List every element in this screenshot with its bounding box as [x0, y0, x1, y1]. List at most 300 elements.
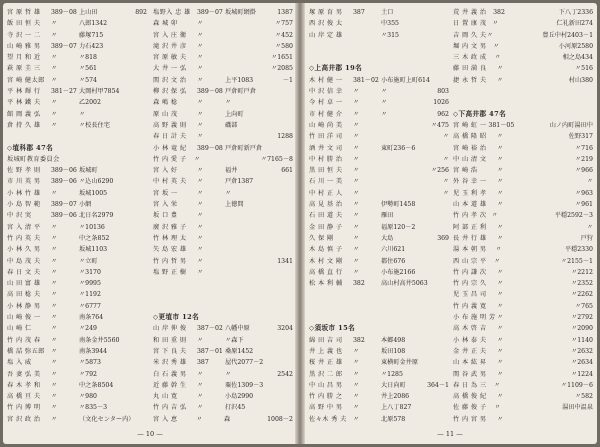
entry-postal-code: 〃: [51, 370, 58, 378]
entry-address-number: [425, 63, 451, 74]
entry-address: [381, 154, 425, 165]
directory-entry: [153, 346, 295, 357]
entry-address: [525, 357, 569, 368]
entry-address: 〃森下: [225, 336, 244, 344]
directory-entry: [7, 131, 149, 142]
directory-entry: [153, 199, 295, 210]
entry-address-number: [123, 41, 149, 52]
entry-postal-code: 〃: [493, 381, 501, 389]
entry-address: [525, 188, 569, 199]
entry-address-number: [425, 414, 451, 425]
directory-entry: [153, 267, 295, 278]
entry-address-number: 戸狩: [580, 234, 593, 242]
entry-postal-code: 〃: [353, 234, 360, 242]
entry-postal-code: 〃: [197, 223, 204, 231]
entry-address: 〃: [225, 370, 232, 378]
entry-postal-code: 〃: [197, 234, 204, 242]
entry-name: 塩 入 威: [7, 359, 32, 367]
entry-postal-code: 〃: [51, 223, 58, 231]
directory-entry: [7, 176, 149, 187]
entry-address-number: 661: [281, 167, 293, 175]
directory-entry: [7, 402, 149, 413]
entry-name: 近 藤 幹 生: [153, 381, 187, 389]
entry-postal-code: [197, 278, 225, 289]
entry-address-number: [123, 414, 149, 425]
entry-name: 中 村 勝 治: [309, 155, 343, 163]
entry-name: 高 橋 隆 昭: [453, 133, 487, 141]
entry-address-number: [425, 391, 451, 402]
entry-address: 八郎1342: [79, 20, 108, 28]
entry-address: 上八丁827: [381, 404, 412, 412]
entry-address: 屋代2077－2: [225, 359, 264, 367]
entry-address-number: 豊丘中村2403－1: [542, 31, 594, 39]
entry-postal-code: 〃: [497, 291, 504, 299]
entry-postal-code: 〃: [197, 393, 204, 401]
directory-entry: [309, 199, 451, 210]
entry-name: 宮 入 恵: [153, 415, 178, 423]
entry-address: [381, 41, 425, 52]
entry-name: ◇上高井郡 19名: [309, 64, 363, 73]
entry-name: 山 崎 尚 美: [309, 121, 343, 129]
entry-address-number: [123, 267, 149, 278]
entry-address-number: 〃1140: [571, 336, 593, 344]
entry-address-number: 小河原2580: [558, 42, 594, 50]
section-heading: [453, 109, 595, 120]
entry-name: 原 山 茂: [153, 110, 178, 118]
entry-name: 黒 沢 二 郎: [309, 370, 343, 378]
entry-name: 高 見 基 治: [309, 201, 343, 209]
entry-postal-code: 〃: [197, 65, 204, 73]
entry-address: 〃: [225, 189, 232, 197]
entry-postal-code: [353, 52, 381, 63]
entry-address: [525, 109, 569, 120]
right-page: [303, 3, 597, 444]
entry-name: 阿 部 正 利: [453, 223, 487, 231]
directory-entry: [453, 391, 595, 402]
entry-postal-code: 〃: [353, 178, 360, 186]
entry-address-number: [123, 30, 149, 41]
entry-address-number: 〃475: [431, 121, 449, 129]
entry-name: 飯 田 恒 夫: [7, 20, 41, 28]
entry-postal-code: 389－06: [51, 167, 77, 175]
entry-address-number: [425, 75, 451, 86]
entry-name: 石 田 道 夫: [309, 212, 343, 220]
directory-entry: [7, 120, 149, 131]
entry-address-number: [269, 176, 295, 187]
entry-name: 矢 島 宏 雄: [153, 246, 187, 254]
directory-entry: [453, 278, 595, 289]
entry-name: 塩野入 忠 雄: [153, 9, 191, 16]
entry-address-number: 2542: [277, 370, 293, 378]
entry-address: [381, 63, 425, 74]
entry-address-number: [269, 301, 295, 312]
directory-entry: [153, 278, 295, 289]
entry-name: ◇埴科郡 47名: [7, 143, 54, 152]
entry-address: 中之条852: [79, 234, 110, 242]
entry-address: [514, 120, 549, 131]
entry-address-number: [123, 391, 149, 402]
entry-postal-code: 〃: [197, 31, 204, 39]
entry-address-number: [123, 278, 149, 289]
entry-address-number: 1387: [277, 9, 293, 16]
directory-entry: [153, 369, 295, 380]
entry-address: （文化センター内）: [79, 415, 135, 423]
entry-address: 〃: [381, 99, 388, 107]
entry-postal-code: 〃: [197, 212, 204, 220]
entry-address: 粟佐1309－3: [225, 381, 264, 389]
entry-address: [508, 30, 542, 41]
directory-entry: [309, 380, 451, 391]
entry-name: 廣 沢 雅 子: [153, 223, 187, 231]
entry-address: [225, 210, 269, 221]
book-spread: [3, 3, 597, 444]
entry-name: 竹 内 孝 次: [453, 212, 487, 220]
entry-address: 〃9995: [79, 280, 101, 288]
entry-address-number: 3204: [277, 325, 293, 333]
entry-name: 木 島 慎 子: [309, 246, 343, 254]
directory-entry: [309, 335, 451, 346]
directory-entry: [309, 120, 451, 131]
entry-name: 高 橋 直 行: [309, 268, 343, 276]
directory-entry: [153, 244, 295, 255]
entry-address: 八幡中原: [225, 325, 250, 333]
entry-address-number: [123, 256, 149, 267]
entry-address: 〃立町: [79, 257, 98, 265]
directory-entry: [153, 120, 295, 131]
entry-name: 井 上 義 也: [309, 347, 343, 355]
entry-address: 〃6777: [79, 302, 101, 310]
entry-address-number: [123, 75, 149, 86]
directory-entry: [153, 222, 295, 233]
entry-postal-code: 〃: [353, 133, 360, 141]
directory-entry: [309, 357, 451, 368]
directory-entry: [7, 267, 149, 278]
entry-address: 北日名2979: [79, 212, 114, 220]
entry-name: [153, 289, 197, 300]
entry-address: [225, 312, 269, 323]
directory-entry: [453, 267, 595, 278]
entry-postal-code: 〃: [353, 246, 360, 254]
entry-name: [453, 86, 497, 97]
entry-postal-code: 389－06: [51, 212, 77, 220]
entry-address-number: [123, 176, 149, 187]
entry-address-number: 〃757: [275, 20, 293, 28]
entry-address-number: 1026: [433, 99, 449, 107]
entry-name: 酒 井 文 司: [309, 144, 343, 152]
entry-name: 宮 崎 虹 一: [453, 121, 487, 129]
directory-entry: [453, 244, 595, 255]
entry-name: 久 保 剛: [309, 234, 334, 242]
entry-name: 木 村 文 剛: [309, 257, 343, 265]
directory-entry: [309, 233, 451, 244]
entry-address-number: 〃2792: [571, 314, 593, 322]
entry-name: [309, 289, 353, 300]
entry-address-number: [269, 143, 295, 154]
entry-postal-code: 〃: [497, 347, 504, 355]
entry-address: 桑原1452: [225, 347, 254, 355]
directory-entry: [7, 312, 149, 323]
directory-entry: [453, 346, 595, 357]
section-heading: [309, 323, 451, 334]
entry-name: 森 嶋 稔: [153, 99, 178, 107]
entry-address-number: [123, 357, 149, 368]
entry-postal-code: 〃: [197, 42, 204, 50]
directory-entry: [453, 233, 595, 244]
entry-address: 土口: [381, 9, 394, 16]
entry-address: [525, 143, 569, 154]
entry-name: 小 島 智 範: [7, 201, 41, 209]
entry-address-number: [569, 109, 595, 120]
entry-address-number: 相之島434: [562, 54, 593, 62]
entry-postal-code: 〃: [197, 257, 204, 265]
entry-address: 戸倉町戸倉: [225, 88, 256, 96]
entry-address: 東横町金井原: [381, 359, 419, 367]
entry-address: 南条金井5560: [79, 336, 120, 344]
directory-entry: [153, 165, 295, 176]
entry-address: 坂城町網掛: [225, 9, 256, 16]
entry-name: 山 本 道 雄: [453, 201, 487, 209]
entry-address-number: [123, 109, 149, 120]
entry-postal-code: 〃: [353, 212, 360, 220]
directory-entry: [153, 154, 295, 165]
entry-address: 〃980: [79, 393, 97, 401]
entry-address: [525, 323, 569, 334]
entry-name: 中 村 英 夫: [153, 178, 187, 186]
entry-name: 宮 原 敏 夫: [153, 54, 187, 62]
directory-entry: [453, 357, 595, 368]
entry-postal-code: 〃: [197, 133, 204, 141]
directory-entry: [7, 165, 149, 176]
entry-postal-code: [353, 63, 381, 74]
directory-entry: [453, 380, 595, 391]
entry-address-number: [123, 52, 149, 63]
directory-entry: [7, 357, 149, 368]
entry-postal-code: 〃: [497, 65, 504, 73]
entry-address-number: 〃1224: [571, 370, 593, 378]
entry-address-number: [123, 289, 149, 300]
entry-postal-code: 〃: [51, 268, 58, 276]
entry-name: 捷 永 哲 夫: [453, 76, 487, 84]
directory-entry: [453, 30, 595, 41]
entry-postal-code: 〃: [197, 121, 204, 129]
entry-address-number: [425, 18, 451, 29]
entry-address: [525, 233, 569, 244]
entry-address-number: 湯田中温泉: [562, 404, 594, 412]
entry-address-number: [425, 335, 451, 346]
entry-name: 関 谷 武 男: [453, 370, 487, 378]
entry-address: [381, 165, 425, 176]
entry-postal-code: 〃: [496, 76, 504, 84]
entry-postal-code: 〃: [497, 336, 504, 344]
entry-name: 高 橋 亘 夫: [7, 393, 41, 401]
entry-address: [220, 154, 261, 165]
entry-name: 石 川 一 美: [309, 178, 343, 186]
entry-name: 市 川 英 男: [7, 178, 41, 186]
entry-postal-code: 〃: [353, 144, 360, 152]
entry-postal-code: 〃: [495, 246, 502, 254]
directory-entry: [309, 369, 451, 380]
entry-name: ◇下高井郡 47名: [453, 109, 507, 118]
entry-name: 佐 藤 俊 子: [453, 404, 487, 412]
entry-postal-code: 381－05: [488, 121, 515, 129]
entry-address: [381, 323, 425, 334]
entry-address-number: [123, 323, 149, 334]
entry-postal-code: 〃: [51, 280, 58, 288]
entry-name: [7, 131, 51, 142]
entry-name: 日 置 康 茂: [453, 20, 487, 28]
entry-address-number: [123, 188, 149, 199]
entry-postal-code: 〃: [51, 381, 58, 389]
entry-address: 北原578: [381, 415, 406, 423]
entry-postal-code: 382: [353, 280, 365, 288]
entry-address: [381, 120, 425, 131]
directory-entry: [153, 18, 295, 29]
entry-postal-code: 〃: [497, 234, 504, 242]
directory-entry: [7, 301, 149, 312]
entry-address: [525, 301, 569, 312]
entry-postal-code: 〃: [51, 314, 58, 322]
entry-address-number: [425, 7, 451, 18]
entry-postal-code: 〃: [497, 415, 504, 423]
entry-address: [225, 278, 269, 289]
entry-address-number: [123, 63, 149, 74]
entry-name: 竹 内 宮 男: [453, 415, 487, 423]
entry-address-number: [269, 199, 295, 210]
entry-address-number: [269, 244, 295, 255]
directory-entry: [153, 380, 295, 391]
entry-address-number: 〃219: [575, 155, 593, 163]
entry-address: [517, 18, 556, 29]
entry-address-number: [269, 289, 295, 300]
entry-postal-code: 387: [197, 359, 209, 367]
entry-name: 吾 妻 弘 美: [7, 370, 41, 378]
entry-address-number: [123, 335, 149, 346]
entry-postal-code: 389－07: [51, 42, 77, 50]
entry-name: 平 林 鐵 夫: [7, 99, 41, 107]
entry-address-number: [425, 278, 451, 289]
directory-entry: [309, 18, 451, 29]
entry-postal-code: 〃: [197, 110, 204, 118]
directory-entry: [453, 7, 595, 18]
entry-name: 桜 井 正 雄: [309, 359, 343, 367]
entry-address: 〃3170: [79, 268, 101, 276]
entry-name: 米 沢 秀 雄: [153, 359, 187, 367]
directory-entry: [453, 369, 595, 380]
entry-address: 伊勢町1458: [381, 201, 416, 209]
directory-entry: [7, 233, 149, 244]
entry-address: 坂城1005: [79, 189, 108, 197]
entry-address: [225, 63, 269, 74]
entry-postal-code: 〃: [497, 167, 504, 175]
entry-name: 森 城 卯: [153, 20, 178, 28]
entry-address-number: [123, 402, 149, 413]
directory-entry: [153, 97, 295, 108]
entry-address: 〃315: [381, 31, 399, 39]
entry-name: 西 沢 俊 太: [309, 20, 343, 28]
entry-address-number: [269, 97, 295, 108]
entry-postal-code: 〃: [51, 189, 58, 197]
entry-address-number: 〃1109－6: [560, 381, 593, 389]
entry-address-number: 〃765: [575, 302, 593, 310]
entry-address: [225, 222, 269, 233]
entry-postal-code: [353, 312, 381, 323]
entry-address-number: [123, 120, 149, 131]
directory-entry: [7, 289, 149, 300]
entry-address-number: [123, 369, 149, 380]
entry-address-number: 962: [437, 110, 449, 118]
entry-name: 宮 入 好: [153, 167, 178, 175]
entry-address: [525, 414, 569, 425]
directory-entry: [309, 41, 451, 52]
directory-entry: [309, 176, 451, 187]
entry-address: [525, 369, 569, 380]
entry-address-number: [569, 414, 595, 425]
directory-entry: [153, 131, 295, 142]
entry-postal-code: [353, 323, 381, 334]
entry-address-number: 〃580: [275, 42, 293, 50]
entry-address-number: [425, 210, 451, 221]
entry-address-number: [425, 30, 451, 41]
directory-entry: [7, 86, 149, 97]
entry-postal-code: 〃: [193, 155, 201, 163]
directory-entry: [7, 199, 149, 210]
directory-entry: [453, 301, 595, 312]
entry-name: 高 野 義 則: [153, 121, 187, 129]
directory-entry: [453, 323, 595, 334]
right-page-column-2: [453, 7, 595, 425]
directory-entry: [153, 75, 295, 86]
entry-address: [525, 176, 569, 187]
entry-postal-code: 389－06: [51, 178, 77, 186]
entry-postal-code: [497, 109, 525, 120]
entry-name: 高 田 稔 夫: [7, 291, 41, 299]
directory-entry: [309, 97, 451, 108]
entry-address-number: [123, 380, 149, 391]
entry-address-number: [569, 97, 595, 108]
directory-entry: [153, 210, 295, 221]
entry-address: 〃561: [79, 65, 97, 73]
entry-address: 上徳間: [225, 201, 244, 209]
entry-address-number: [425, 346, 451, 357]
entry-name: 竹 内 哲 男: [153, 257, 187, 265]
entry-address: 小網: [79, 201, 92, 209]
directory-entry: [153, 335, 295, 346]
directory-entry: [7, 369, 149, 380]
entry-address: [381, 301, 425, 312]
directory-entry: [453, 75, 595, 86]
directory-entry: [309, 165, 451, 176]
entry-address-number: 〃2212: [571, 268, 593, 276]
entry-address-number: 1008－2: [267, 415, 293, 423]
entry-name: ◇須坂市 15名: [309, 324, 356, 333]
entry-address: 〃818: [79, 54, 97, 62]
entry-name: 宮 沢 政 治: [7, 415, 41, 423]
directory-entry: [7, 97, 149, 108]
entry-address-number: [269, 357, 295, 368]
entry-address: [225, 256, 269, 267]
entry-postal-code: 〃: [497, 314, 504, 322]
directory-entry: [153, 391, 295, 402]
entry-address-number: [269, 233, 295, 244]
entry-address-number: 〃: [586, 223, 593, 231]
entry-address-number: [269, 312, 295, 323]
directory-entry: [453, 165, 595, 176]
entry-address-number: [269, 380, 295, 391]
entry-address: 〃249: [79, 325, 97, 333]
directory-entry: [7, 109, 149, 120]
entry-name: 小 林 静 男: [7, 302, 41, 310]
entry-address: [225, 301, 269, 312]
